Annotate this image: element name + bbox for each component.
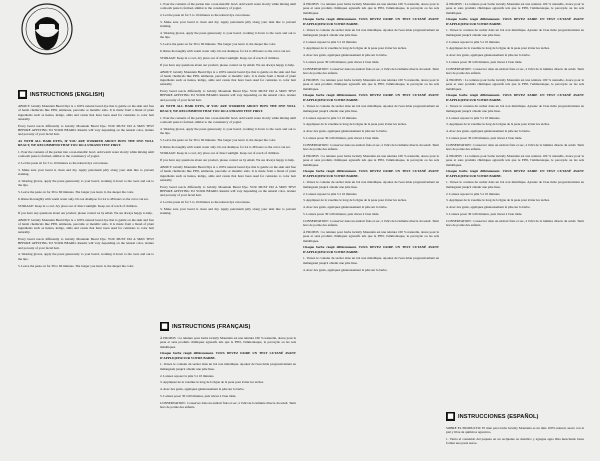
english-notes: AS WITH ALL HAIR DYES, IF YOU ARE WORRIED ABOUT HOW THE DYE WILL REACT, WE RECOMMEND THAT YOU DO A STRAND TEST FIRST. [160, 104, 296, 113]
french-step: 3. Appliquez de la vaseline le long de la ligne de la peau pour éviter les taches. [303, 46, 407, 51]
french-storage: CONSERVATION : Conserver dans un endroit frais et sec, à l'abri de la lumière directe du soleil. Tenir hors de portée des enfants. [303, 66, 439, 76]
french-step: 5. Laissez poser 30 à 60 minutes, puis rincez à l'eau tiède. [303, 212, 380, 217]
english-notes: AS WITH ALL HAIR DYES, IF YOU ARE WORRIED ABOUT HOW THE DYE WILL REACT, WE RECOMMEND THAT YOU DO A STRAND TEST FIRST. [18, 138, 154, 148]
english-step-repeat: 5. Leave the paste on for 30 to 60 minutes. The longer you leave it, the deeper the color. [18, 263, 135, 268]
french-step: 3. Appliquez de la vaseline le long de la ligne de la peau pour éviter les taches. [303, 198, 407, 203]
french-test: Chaque barbe réagit différemment. VOUS DEVEZ FAIRE UN TEST CUTANÉ AVANT D'APPLIQUER SUR VOTRE BARBE. [446, 169, 584, 178]
spanish-heading: INSTRUCCIONES (ESPAÑOL) [458, 413, 539, 420]
english-contact: If you have any questions about our product, please contact us by email. We are always happy to help. [160, 158, 295, 163]
spanish-step: 1. Vierta el contenido del paquete en un recipiente no metálico y agregue agua tibia mezclando hasta formar una pasta suave. [446, 437, 584, 446]
french-step: 4. Avec des gants, appliquez généreusement la pâte sur la barbe. [160, 387, 245, 392]
french-step: 5. Laissez poser 30 à 60 minutes, puis rincez à l'eau tiède. [160, 394, 237, 399]
english-contact: If you have any questions about our product, please contact us by email. We are always happy to help. [18, 210, 153, 215]
french-step: 1. Versez le contenu du sachet dans un bol non métallique. Ajoutez de l'eau tiède progressivement en mélangeant jusqu'à obtenir une pâte lisse. [446, 28, 584, 37]
french-test: Chaque barbe réagit différemment. VOUS DEVEZ FAIRE UN TEST CUTANÉ AVANT D'APPLIQUER SUR VOTRE BARBE. [303, 17, 439, 26]
english-storage: STORAGE: Keep in a cool, dry place out of direct sunlight. Keep out of reach of children. [160, 151, 280, 156]
spanish-intro: SOBRE EL PRODUCTO: El tinte para barba Grizzly Mountain es un tinte 100% natural, suave con la piel y libre de químicos agresivos. [446, 426, 584, 435]
english-contact: If you have any questions about our product, please contact us by email. We are always happy to help. [160, 62, 295, 67]
french-intro: À PROPOS : La teinture pour barbe Grizzly Mountain est une teinture 100 % naturelle, douce pour la peau et sans produits chimiques agressifs tels que le PPD, l'ammoniaque, le peroxyde ou les sels métalliques. [446, 2, 584, 15]
french-storage: CONSERVATION : Conserver dans un endroit frais et sec, à l'abri de la lumière directe du soleil. Tenir hors de portée des enfants. [446, 218, 584, 228]
english-step: 1. Pour the contents of the packet into a non-metallic bowl. Add warm water slowly while mixing until a smooth paste is formed, similar to the consistency of yogurt. [160, 115, 296, 124]
english-step: 5. Leave the paste on for 30 to 60 minutes. The longer you leave it, the deeper the color. [160, 137, 277, 142]
french-step: 4. Avec des gants, appliquez généreusement la pâte sur la barbe. [446, 53, 531, 58]
french-test: Chaque barbe réagit différemment. VOUS DEVEZ FAIRE UN TEST CUTANÉ AVANT D'APPLIQUER SUR VOTRE BARBE. [446, 17, 584, 26]
english-about: ABOUT: Grizzly Mountain Beard Dye is a 100% natural beard dye that is gentle on the skin and free of harsh chemicals like PPD, ammonia, peroxide or metallic salts. It is made from a blend of plant ingredients such as henna, indigo, amla and cassia that have been used for centuries to color hair naturally. [160, 165, 296, 182]
english-storage: STORAGE: Keep in a cool, dry place out of direct sunlight. Keep out of reach of children. [18, 203, 138, 208]
french-step: 1. Versez le contenu du sachet dans un bol non métallique. Ajoutez de l'eau tiède progressivement en mélangeant jusqu'à obtenir une pâte lisse. [303, 256, 439, 265]
french-storage: CONSERVATION : Conserver dans un endroit frais et sec, à l'abri de la lumière directe du soleil. Tenir hors de portée des enfants. [160, 400, 296, 410]
french-step: 2. Laissez reposer la pâte 5 à 10 minutes. [160, 373, 215, 378]
french-step: 3. Appliquez de la vaseline le long de la ligne de la peau pour éviter les taches. [160, 380, 264, 385]
english-about: ABOUT: Grizzly Mountain Beard Dye is a 100% natural beard dye that is gentle on the skin and free of harsh chemicals like PPD, ammonia, peroxide or metallic salts. It is made from a blend of plant ingredients such as henna, indigo, amla and cassia that have been used for centuries to color hair naturally. [18, 104, 154, 121]
grizzly-mountain-logo [20, 2, 74, 56]
french-intro: À PROPOS : La teinture pour barbe Grizzly Mountain est une teinture 100 % naturelle, douce pour la peau et sans produits chimiques agressifs tels que le PPD, l'ammoniaque, le peroxyde ou les sels métalliques. [303, 154, 439, 167]
french-step: 4. Avec des gants, appliquez généreusement la pâte sur la barbe. [446, 129, 531, 134]
english-step-repeat: 4. Wearing gloves, apply the paste generously to your beard, working it down to the roots and out to the tips. [18, 252, 154, 261]
section-header-spanish [446, 412, 539, 421]
french-storage: CONSERVATION : Conserver dans un endroit frais et sec, à l'abri de la lumière directe du soleil. Tenir hors de portée des enfants. [446, 66, 584, 76]
english-about-repeat: ABOUT: Grizzly Mountain Beard Dye is a 100% natural beard dye that is gentle on the skin and free of harsh chemicals like PPD, ammonia, peroxide or metallic salts. It is made from a blend of plant ingredients such as henna, indigo, amla and cassia that have been used for centuries to color hair naturally. [18, 217, 154, 235]
french-test: Chaque barbe réagit différemment. VOUS DEVEZ FAIRE UN TEST CUTANÉ AVANT D'APPLIQUER SUR VOTRE BARBE. [160, 351, 296, 360]
english-results: Every beard reacts differently to Grizzly Mountain Beard Dye. YOU MUST DO A SKIN TEST BEFORE APPLYING TO YOUR BEARD. Results will vary depending on the natural color, texture and porosity of your facial hair. [160, 184, 296, 198]
french-step: 2. Laissez reposer la pâte 5 à 10 minutes. [446, 191, 501, 196]
french-step: 4. Avec des gants, appliquez généreusement la pâte sur la barbe. [303, 129, 388, 134]
english-step: 4. Wearing gloves, apply the paste generously to your beard, working it down to the roots and out to the tips. [18, 179, 154, 188]
french-step: 2. Laissez reposer la pâte 5 à 10 minutes. [303, 39, 358, 44]
english-heading: INSTRUCTIONS (ENGLISH) [30, 91, 105, 98]
french-section-icon: ■ [161, 322, 168, 330]
english-results: Every beard reacts differently to Grizzly Mountain Beard Dye. YOU MUST DO A SKIN TEST BEFORE APPLYING TO YOUR BEARD. Results will vary depending on the natural color, texture and porosity of your facial hair. [160, 89, 296, 102]
french-step: 1. Versez le contenu du sachet dans un bol non métallique. Ajoutez de l'eau tiède progressivement en mélangeant jusqu'à obtenir une pâte lisse. [303, 104, 439, 113]
french-step: 2. Laissez reposer la pâte 5 à 10 minutes. [446, 115, 501, 120]
english-column [18, 104, 154, 270]
french-column-continued [303, 2, 439, 458]
french-step: 1. Versez le contenu du sachet dans un bol non métallique. Ajoutez de l'eau tiède progressivement en mélangeant jusqu'à obtenir une pâte lisse. [446, 180, 584, 189]
english-step: 6. Rinse thoroughly with warm water only. Do not shampoo for 24 to 48 hours so the color can set. [18, 197, 149, 201]
french-step: 5. Laissez poser 30 à 60 minutes, puis rincez à l'eau tiède. [446, 136, 523, 141]
english-section-icon: ■ [19, 90, 26, 98]
french-step: 5. Laissez poser 30 à 60 minutes, puis rincez à l'eau tiède. [303, 136, 380, 141]
english-step: 4. Wearing gloves, apply the paste generously to your beard, working it down to the roots and out to the tips. [160, 31, 296, 40]
french-step: 4. Avec des gants, appliquez généreusement la pâte sur la barbe. [303, 205, 388, 210]
french-test: Chaque barbe réagit différemment. VOUS DEVEZ FAIRE UN TEST CUTANÉ AVANT D'APPLIQUER SUR VOTRE BARBE. [303, 169, 439, 178]
french-step: 4. Avec des gants, appliquez généreusement la pâte sur la barbe. [446, 205, 531, 210]
french-intro: À PROPOS : La teinture pour barbe Grizzly Mountain est une teinture 100 % naturelle, douce pour la peau et sans produits chimiques agressifs tels que le PPD, l'ammoniaque, le peroxyde ou les sels métalliques. [446, 154, 584, 167]
french-column [160, 336, 296, 458]
section-header-english [18, 90, 104, 99]
english-step: 3. Make sure your beard is clean and dry. Apply petroleum jelly along your skin line to prevent staining. [160, 19, 296, 29]
french-test: Chaque barbe réagit différemment. VOUS DEVEZ FAIRE UN TEST CUTANÉ AVANT D'APPLIQUER SUR VOTRE BARBE. [303, 245, 439, 254]
english-step: 1. Pour the contents of the packet into a non-metallic bowl. Add warm water slowly while mixing until a smooth paste is formed, similar to the consistency of yogurt. [160, 2, 296, 11]
french-step: 5. Laissez poser 30 à 60 minutes, puis rincez à l'eau tiède. [303, 60, 380, 65]
french-step: 1. Versez le contenu du sachet dans un bol non métallique. Ajoutez de l'eau tiède progressivement en mélangeant jusqu'à obtenir une pâte lisse. [303, 180, 439, 189]
french-intro: À PROPOS : La teinture pour barbe Grizzly Mountain est une teinture 100 % naturelle, douce pour la peau et sans produits chimiques agressifs tels que le PPD, l'ammoniaque, le peroxyde ou les sels métalliques. [446, 78, 584, 91]
english-step: 2. Let the paste sit for 5 to 10 minutes so the natural dye can release. [18, 161, 109, 166]
french-step: 3. Appliquez de la vaseline le long de la ligne de la peau pour éviter les taches. [446, 198, 550, 203]
english-step: 3. Make sure your beard is clean and dry. Apply petroleum jelly along your skin line to prevent staining. [18, 167, 154, 177]
french-step: 2. Laissez reposer la pâte 5 à 10 minutes. [303, 115, 358, 120]
french-test: Chaque barbe réagit différemment. VOUS DEVEZ FAIRE UN TEST CUTANÉ AVANT D'APPLIQUER SUR VOTRE BARBE. [446, 93, 584, 102]
french-intro: À PROPOS : La teinture pour barbe Grizzly Mountain est une teinture 100 % naturelle, douce pour la peau et sans produits chimiques agressifs tels que le PPD, l'ammoniaque, le peroxyde ou les sels métalliques. [160, 336, 296, 349]
french-heading: INSTRUCTIONS (FRANÇAIS) [172, 323, 251, 330]
english-step: 5. Leave the paste on for 30 to 60 minutes. The longer you leave it, the deeper the color. [160, 42, 277, 47]
english-step: 6. Rinse thoroughly with warm water only. Do not shampoo for 24 to 48 hours so the color can set. [160, 144, 291, 149]
french-step: 3. Appliquez de la vaseline le long de la ligne de la peau pour éviter les taches. [303, 122, 407, 127]
french-step: 3. Appliquez de la vaseline le long de la ligne de la peau pour éviter les taches. [446, 46, 550, 51]
french-intro: À PROPOS : La teinture pour barbe Grizzly Mountain est une teinture 100 % naturelle, douce pour la peau et sans produits chimiques agressifs tels que le PPD, l'ammoniaque, le peroxyde ou les sels métalliques. [303, 78, 439, 91]
french-step: 1. Versez le contenu du sachet dans un bol non métallique. Ajoutez de l'eau tiède progressivement en mélangeant jusqu'à obtenir une pâte lisse. [446, 104, 584, 113]
french-storage: CONSERVATION : Conserver dans un endroit frais et sec, à l'abri de la lumière directe du soleil. Tenir hors de portée des enfants. [446, 142, 584, 152]
french-test: Chaque barbe réagit différemment. VOUS DEVEZ FAIRE UN TEST CUTANÉ AVANT D'APPLIQUER SUR VOTRE BARBE. [303, 93, 439, 102]
french-step: 4. Avec des gants, appliquez généreusement la pâte sur la barbe. [303, 53, 388, 58]
english-step: 6. Rinse thoroughly with warm water only. Do not shampoo for 24 to 48 hours so the color can set. [160, 48, 291, 53]
french-storage: CONSERVATION : Conserver dans un endroit frais et sec, à l'abri de la lumière directe du soleil. Tenir hors de portée des enfants. [303, 142, 439, 152]
french-step: 2. Laissez reposer la pâte 5 à 10 minutes. [446, 39, 501, 44]
french-step: 1. Versez le contenu du sachet dans un bol non métallique. Ajoutez de l'eau tiède progressivement en mélangeant jusqu'à obtenir une pâte lisse. [160, 362, 296, 371]
english-step: 1. Pour the contents of the packet into a non-metallic bowl. Add warm water slowly while mixing until a smooth paste is formed, similar to the consistency of yogurt. [18, 150, 154, 159]
french-step: 5. Laissez poser 30 à 60 minutes, puis rincez à l'eau tiède. [446, 60, 523, 65]
english-about: ABOUT: Grizzly Mountain Beard Dye is a 100% natural beard dye that is gentle on the skin and free of harsh chemicals like PPD, ammonia, peroxide or metallic salts. It is made from a blend of plant ingredients such as henna, indigo, amla and cassia that have been used for centuries to color hair naturally. [160, 69, 296, 87]
french-intro: À PROPOS : La teinture pour barbe Grizzly Mountain est une teinture 100 % naturelle, douce pour la peau et sans produits chimiques agressifs tels que le PPD, l'ammoniaque, le peroxyde ou les sels métalliques. [303, 2, 439, 15]
english-step: 2. Let the paste sit for 5 to 10 minutes so the natural dye can release. [160, 200, 251, 205]
english-step: 4. Wearing gloves, apply the paste generously to your beard, working it down to the roots and out to the tips. [160, 126, 296, 135]
english-step: 3. Make sure your beard is clean and dry. Apply petroleum jelly along your skin line to prevent staining. [160, 206, 296, 216]
french-step: 4. Avec des gants, appliquez généreusement la pâte sur la barbe. [303, 267, 388, 272]
english-step: 2. Let the paste sit for 5 to 10 minutes so the natural dye can release. [160, 13, 251, 18]
section-header-french [160, 322, 250, 331]
english-storage: STORAGE: Keep in a cool, dry place out of direct sunlight. Keep out of reach of children. [160, 55, 280, 60]
french-column-final [446, 2, 584, 408]
french-step: 3. Appliquez de la vaseline le long de la ligne de la peau pour éviter les taches. [446, 122, 550, 127]
french-step: 2. Laissez reposer la pâte 5 à 10 minutes. [303, 191, 358, 196]
english-results: Every beard reacts differently to Grizzly Mountain Beard Dye. YOU MUST DO A SKIN TEST BEFORE APPLYING TO YOUR BEARD. Results will vary depending on the natural color, texture and porosity of your facial hair. [18, 123, 154, 137]
french-intro: À PROPOS : La teinture pour barbe Grizzly Mountain est une teinture 100 % naturelle, douce pour la peau et sans produits chimiques agressifs tels que le PPD, l'ammoniaque, le peroxyde ou les sels métalliques. [303, 230, 439, 243]
french-step: 1. Versez le contenu du sachet dans un bol non métallique. Ajoutez de l'eau tiède progressivement en mélangeant jusqu'à obtenir une pâte lisse. [303, 28, 439, 37]
spanish-column [446, 426, 584, 460]
english-step: 5. Leave the paste on for 30 to 60 minutes. The longer you leave it, the deeper the color. [18, 190, 135, 195]
french-storage: CONSERVATION : Conserver dans un endroit frais et sec, à l'abri de la lumière directe du soleil. Tenir hors de portée des enfants. [303, 218, 439, 228]
english-column-continued [160, 2, 296, 318]
french-step: 5. Laissez poser 30 à 60 minutes, puis rincez à l'eau tiède. [446, 212, 523, 217]
english-results-repeat: Every beard reacts differently to Grizzly Mountain Beard Dye. YOU MUST DO A SKIN TEST BEFORE APPLYING TO YOUR BEARD. Results will vary depending on the natural color, texture and porosity of your facial hair. [18, 237, 154, 250]
spanish-section-icon: ■ [447, 412, 454, 420]
